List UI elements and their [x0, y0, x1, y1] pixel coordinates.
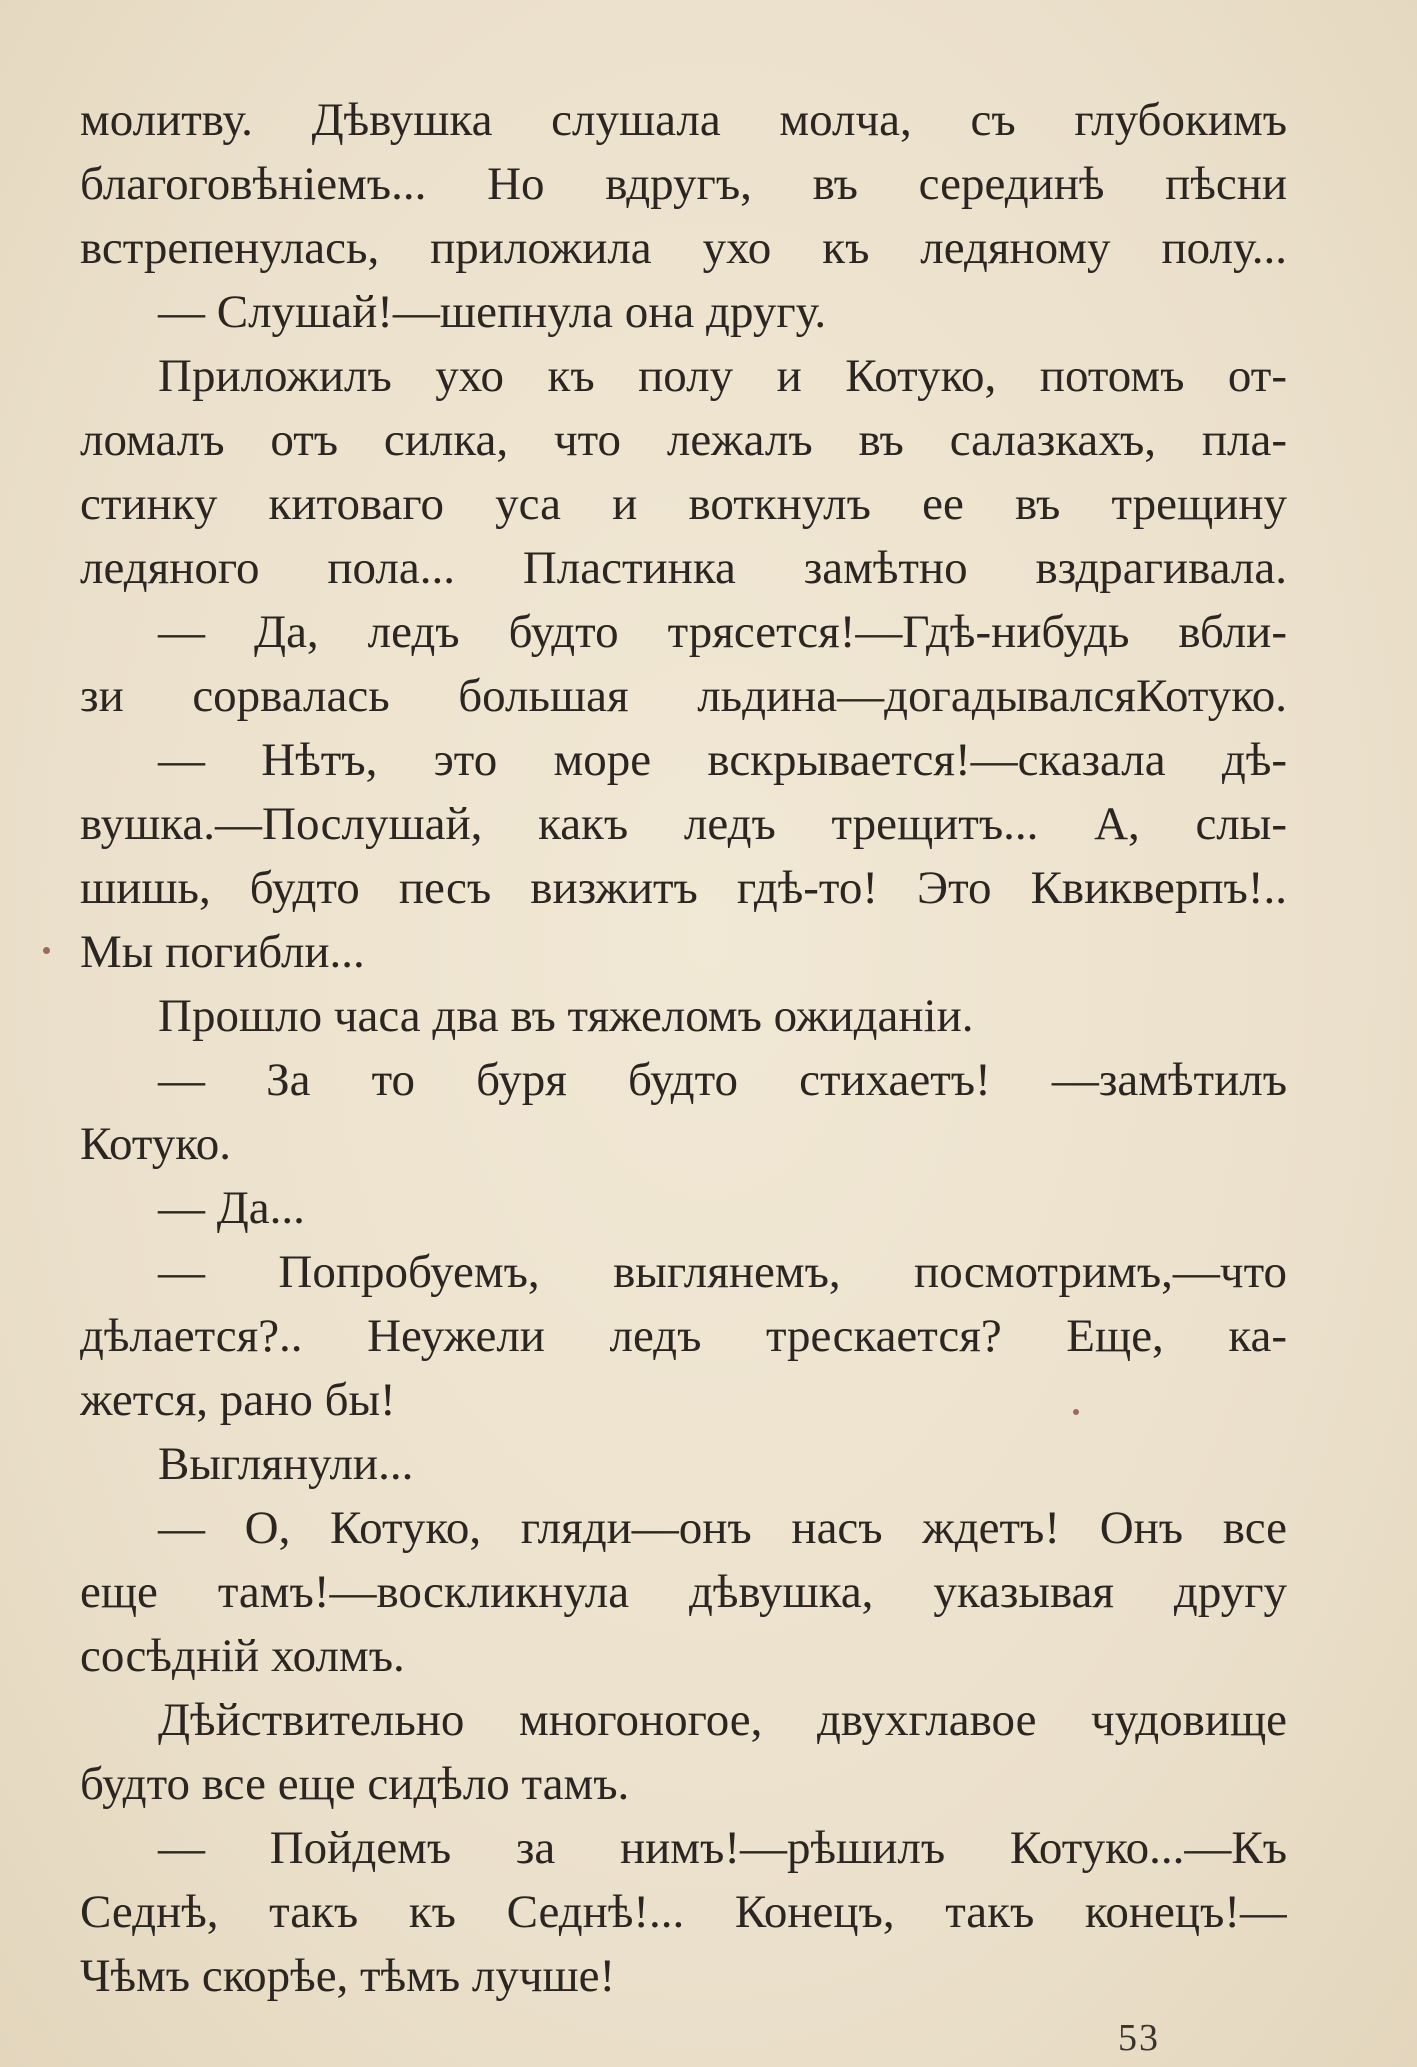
text-line: ломалъ отъ силка, что лежалъ въ салазкахъ, пла- — [80, 414, 1287, 466]
text-line: вушка.—Послушай, какъ ледъ трещитъ... А, слы- — [80, 798, 1287, 850]
text-line: — Пойдемъ за нимъ!—рѣшилъ Котуко...—Къ — [158, 1822, 1287, 1874]
text-line: встрепенулась, приложила ухо къ ледяному полу... — [80, 222, 1287, 274]
text-line: Приложилъ ухо къ полу и Котуко, потомъ от- — [158, 350, 1287, 402]
text-line: дѣлается?.. Неужели ледъ трескается? Еще, ка- — [80, 1310, 1287, 1362]
text-line: благоговѣніемъ... Но вдругъ, въ серединѣ пѣсни — [80, 158, 1287, 210]
text-line: еще тамъ!—воскликнула дѣвушка, указывая другу — [80, 1566, 1287, 1618]
text-line: шишь, будто песъ визжитъ гдѣ-то! Это Квикверпъ!.. — [80, 862, 1287, 914]
text-line: Чѣмъ скорѣе, тѣмъ лучше! — [80, 1950, 616, 2002]
text-line: — Нѣтъ, это море вскрывается!—сказала дѣ- — [158, 734, 1287, 786]
text-line: будто все еще сидѣло тамъ. — [80, 1758, 630, 1810]
text-line: — Да, ледъ будто трясется!—Гдѣ-нибудь вбли- — [158, 606, 1287, 658]
text-line: молитву. Дѣвушка слушала молча, съ глубокимъ — [80, 94, 1287, 146]
body-text — [80, 88, 1287, 2008]
text-line: — Попробуемъ, выглянемъ, посмотримъ,—что — [158, 1246, 1287, 1298]
ink-speck — [1073, 1409, 1079, 1415]
text-line: Прошло часа два въ тяжеломъ ожиданіи. — [158, 990, 974, 1042]
text-line: Седнѣ, такъ къ Седнѣ!... Конецъ, такъ конецъ!— — [80, 1886, 1287, 1938]
text-line: — О, Котуко, гляди—онъ насъ ждетъ! Онъ все — [158, 1502, 1287, 1554]
text-line: сосѣдній холмъ. — [80, 1630, 405, 1682]
text-line: жется, рано бы! — [80, 1374, 396, 1426]
text-line: Котуко. — [80, 1118, 232, 1170]
text-line: — Да... — [158, 1182, 305, 1234]
text-line: — Слушай!—шепнула она другу. — [158, 286, 827, 338]
text-line: Дѣйствительно многоногое, двухглавое чудовище — [158, 1694, 1287, 1746]
text-line: зи сорвалась большая льдина—догадывалсяКотуко. — [80, 670, 1287, 722]
text-line: — За то буря будто стихаетъ! —замѣтилъ — [158, 1054, 1287, 1106]
page-number: 53 — [1118, 2017, 1160, 2059]
text-line: Выглянули... — [158, 1438, 414, 1490]
text-line: ледяного пола... Пластинка замѣтно вздрагивала. — [80, 542, 1287, 594]
ink-speck — [43, 947, 50, 954]
text-line: стинку китоваго уса и воткнулъ ее въ трещину — [80, 478, 1287, 530]
text-line: Мы погибли... — [80, 926, 365, 978]
